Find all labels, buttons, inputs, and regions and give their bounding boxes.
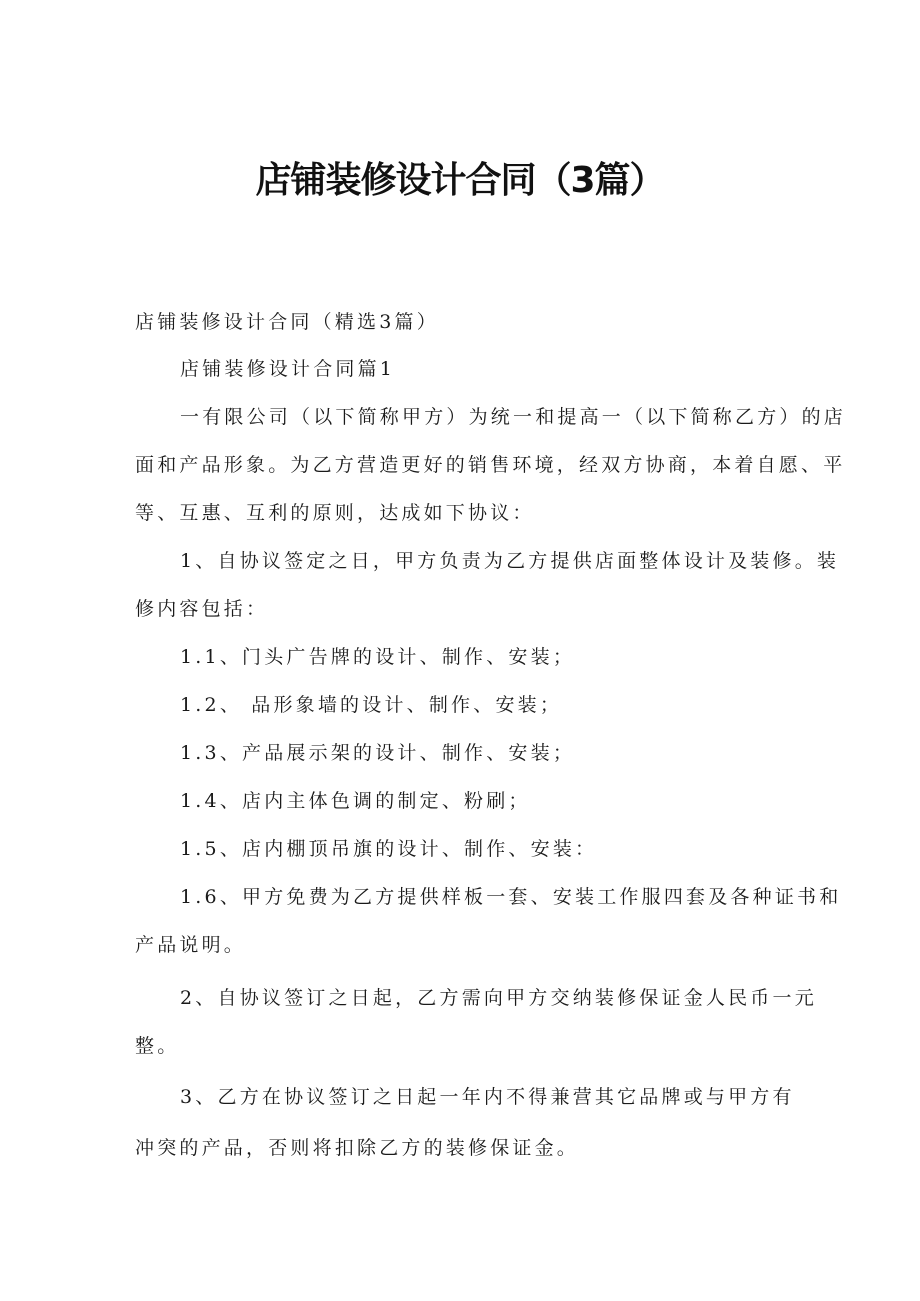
list-item: 1.1、门头广告牌的设计、制作、安装； [180,646,576,668]
section-heading: 店铺装修设计合同篇1 [180,358,396,380]
paragraph-line: 整。 [135,1035,180,1057]
document-subtitle: 店铺装修设计合同（精选3篇） [135,311,439,333]
list-item: 1.6、甲方免费为乙方提供样板一套、安装工作服四套及各种证书和 [180,886,842,908]
paragraph-line: 1、自协议签定之日，甲方负责为乙方提供店面整体设计及装修。装 [180,550,840,572]
list-item: 1.5、店内棚顶吊旗的设计、制作、安装： [180,838,598,860]
list-item: 1.2、 品形象墙的设计、制作、安装； [180,694,563,716]
paragraph-line: 面和产品形象。为乙方营造更好的销售环境，经双方协商，本着自愿、平 [135,454,846,476]
list-item: 1.4、店内主体色调的制定、粉刷； [180,790,531,812]
document-title: 店铺装修设计合同（3篇） [255,160,665,201]
list-item: 1.3、产品展示架的设计、制作、安装； [180,742,576,764]
paragraph-line: 等、互惠、互利的原则，达成如下协议： [135,502,535,524]
paragraph-line: 冲突的产品，否则将扣除乙方的装修保证金。 [135,1137,580,1159]
paragraph-line: 修内容包括： [135,598,269,620]
paragraph-line: 一有限公司（以下简称甲方）为统一和提高一（以下简称乙方）的店 [180,406,847,428]
paragraph-line: 产品说明。 [135,934,247,956]
paragraph-line: 2、自协议签订之日起，乙方需向甲方交纳装修保证金人民币一元 [180,987,817,1009]
paragraph-line: 3、乙方在协议签订之日起一年内不得兼营其它品牌或与甲方有 [180,1086,795,1108]
